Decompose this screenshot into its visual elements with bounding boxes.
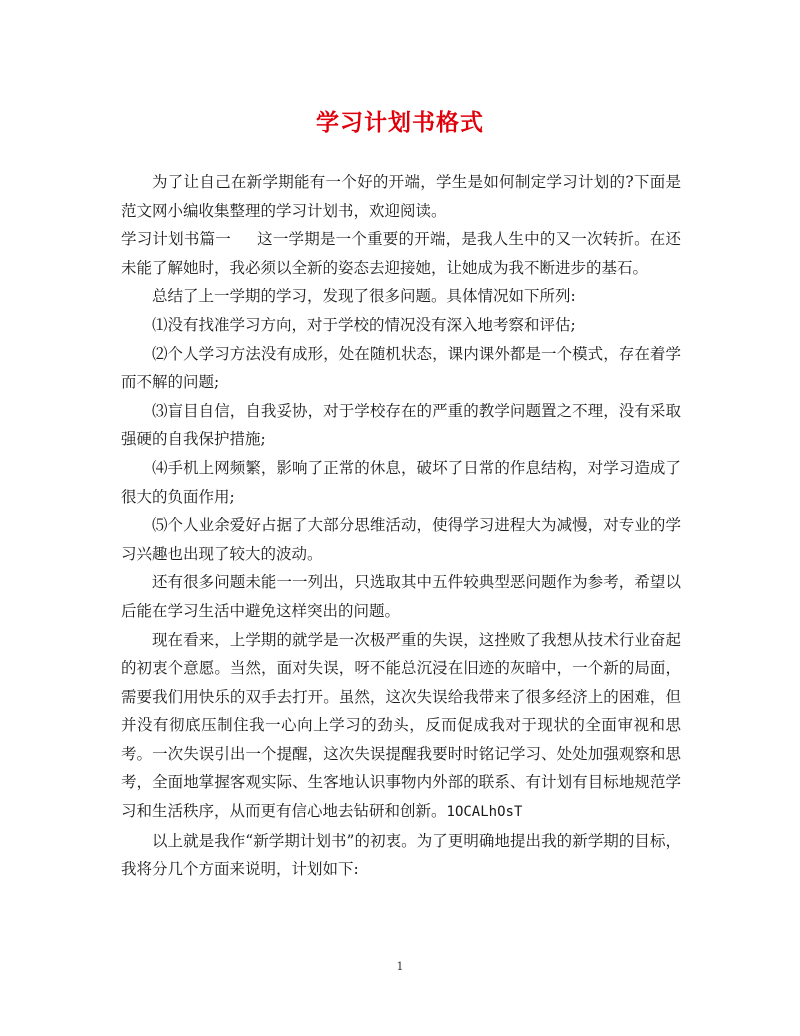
- list-item-2: ⑵个人学习方法没有成形，处在随机状态，课内课外都是一个模式，存在着学而不解的问题;: [121, 344, 681, 392]
- stray-text: 1OCALhOsT: [446, 804, 523, 821]
- paragraph-summary: 总结了上一学期的学习，发现了很多问题。具体情况如下所列:: [152, 287, 576, 306]
- paragraph-reflection: [121, 626, 681, 827]
- section-label: 学习计划书篇一: [121, 230, 231, 249]
- list-item-3: ⑶盲目自信，自我妥协，对于学校存在的严重的教学问题置之不理，没有采取强硬的自我保护措施;: [121, 401, 681, 449]
- paragraph-more-problems: 还有很多问题未能一一列出，只选取其中五件较典型恶问题作为参考，希望以后能在学习生活中避免这样突出的问题。: [121, 573, 681, 620]
- page-number: 1: [396, 960, 404, 973]
- document-body: [121, 168, 681, 884]
- paragraph-intro: 为了让自己在新学期能有一个好的开端，学生是如何制定学习计划的?下面是范文网小编收集整理的学习计划书，欢迎阅读。: [121, 173, 681, 220]
- section-one-text: 这一学期是一个重要的开端，是我人生中的又一次转折。在还未能了解她时，我必须以全新的姿态去迎接她，让她成为我不断进步的基石。: [121, 230, 681, 277]
- reflection-text: 现在看来，上学期的就学是一次极严重的失误，这挫败了我想从技术行业奋起的初衷个意愿。当然，面对失误，呀不能总沉浸在旧迹的灰暗中，一个新的局面，需要我们用快乐的双手去打开。虽然，这次失误给我带来了很多经济上的困难，但并没有彻底压制住我一心向上学习的劲头，反而促成我对于现状的全面审视和思考。一次失误引出一个提醒，这次失误提醒我要时时铭记学习、处处加强观察和思考，全面地掌握客观实际、生客地认识事物内外部的联系、有计划有目标地规范学习和生活秩序，从而更有信心地去钻研和创新。: [121, 630, 681, 821]
- paragraph-conclusion: 以上就是我作“新学期计划书”的初衷。为了更明确地提出我的新学期的目标，我将分几个方面来说明，计划如下:: [121, 831, 681, 879]
- list-item-1: ⑴没有找准学习方向，对于学校的情况没有深入地考察和评估;: [152, 315, 576, 334]
- list-item-5: ⑸个人业余爱好占据了大部分思维活动，使得学习进程大为减慢，对专业的学习兴趣也出现了较大的波动。: [121, 516, 681, 563]
- paragraph-section-one: [121, 225, 681, 282]
- document-title: 学习计划书格式: [316, 109, 484, 136]
- list-item-4: ⑷手机上网频繁，影响了正常的休息，破坏了日常的作息结构，对学习造成了很大的负面作用;: [121, 458, 681, 506]
